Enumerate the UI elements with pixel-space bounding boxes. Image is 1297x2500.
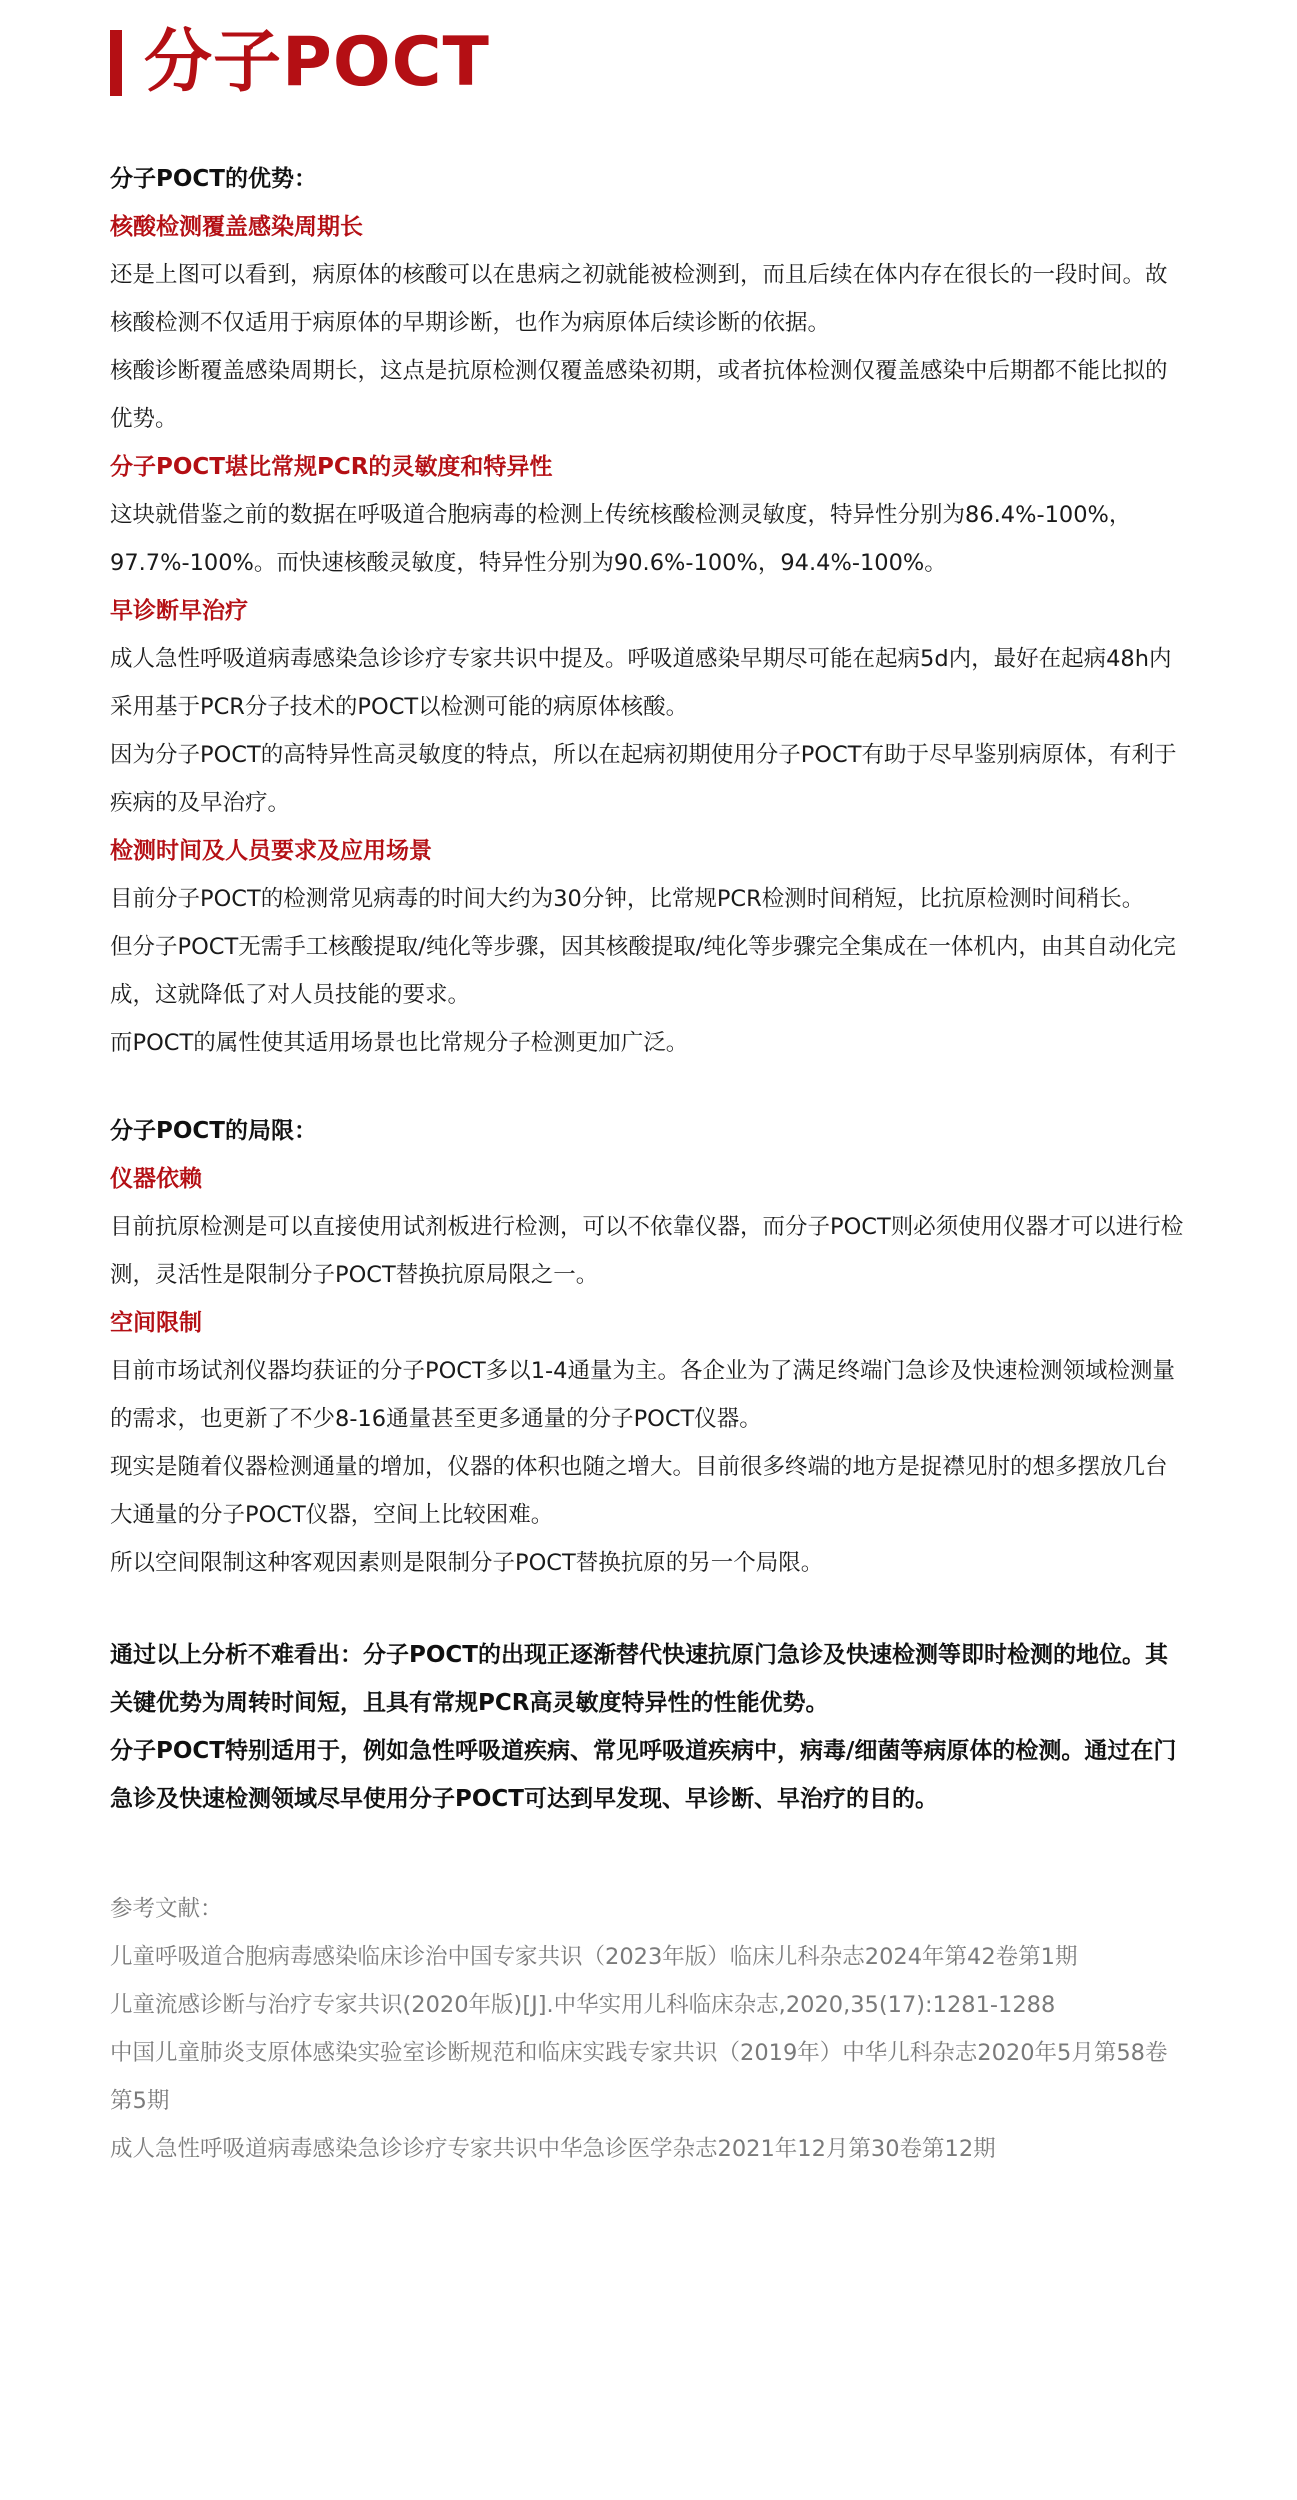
page-title: 分子POCT — [144, 23, 490, 102]
section-spacer — [110, 1067, 1185, 1107]
title-block — [110, 23, 490, 102]
paragraph: 目前分子POCT的检测常见病毒的时间大约为30分钟，比常规PCR检测时间稍短，比抗原检测时间稍长。 — [110, 886, 1145, 912]
conclusion-paragraph: 通过以上分析不难看出：分子POCT的出现正逐渐替代快速抗原门急诊及快速检测等即时检测的地位。其关键优势为周转时间短，且具有常规PCR高灵敏度特异性的性能优势。 — [110, 1642, 1168, 1716]
advantages-heading: 分子POCT的优势： — [110, 166, 317, 192]
paragraph: 所以空间限制这种客观因素则是限制分子POCT替换抗原的另一个局限。 — [110, 1550, 824, 1576]
paragraph: 这块就借鉴之前的数据在呼吸道合胞病毒的检测上传统核酸检测灵敏度，特异性分别为86.4%-100%，97.7%-100%。而快速核酸灵敏度，特异性分别为90.6%-100%，94.4%-100%。 — [110, 502, 1132, 576]
paragraph: 但分子POCT无需手工核酸提取/纯化等步骤，因其核酸提取/纯化等步骤完全集成在一体机内，由其自动化完成，这就降低了对人员技能的要求。 — [110, 934, 1176, 1008]
advantage-item — [110, 203, 1185, 443]
advantage-item — [110, 827, 1185, 1067]
section-spacer — [110, 1823, 1185, 1885]
advantage-subtitle: 核酸检测覆盖感染周期长 — [110, 214, 363, 240]
paragraph: 因为分子POCT的高特异性高灵敏度的特点，所以在起病初期使用分子POCT有助于尽早鉴别病原体，有利于疾病的及早治疗。 — [110, 742, 1177, 816]
article-content — [110, 155, 1185, 2173]
limitations-heading: 分子POCT的局限： — [110, 1118, 317, 1144]
conclusion-section — [110, 1631, 1185, 1823]
paragraph: 现实是随着仪器检测通量的增加，仪器的体积也随之增大。目前很多终端的地方是捉襟见肘的想多摆放几台大通量的分子POCT仪器，空间上比较困难。 — [110, 1454, 1168, 1528]
reference-item: 成人急性呼吸道病毒感染急诊诊疗专家共识中华急诊医学杂志2021年12月第30卷第12期 — [110, 2136, 996, 2162]
paragraph: 还是上图可以看到，病原体的核酸可以在患病之初就能被检测到，而且后续在体内存在很长的一段时间。故核酸检测不仅适用于病原体的早期诊断，也作为病原体后续诊断的依据。 — [110, 262, 1168, 336]
section-spacer — [110, 1587, 1185, 1631]
advantage-subtitle: 分子POCT堪比常规PCR的灵敏度和特异性 — [110, 454, 553, 480]
advantage-item — [110, 443, 1185, 587]
reference-item: 中国儿童肺炎支原体感染实验室诊断规范和临床实践专家共识（2019年）中华儿科杂志2020年5月第58卷第5期 — [110, 2040, 1168, 2114]
paragraph: 目前市场试剂仪器均获证的分子POCT多以1-4通量为主。各企业为了满足终端门急诊及快速检测领域检测量的需求，也更新了不少8-16通量甚至更多通量的分子POCT仪器。 — [110, 1358, 1175, 1432]
paragraph: 核酸诊断覆盖感染周期长，这点是抗原检测仅覆盖感染初期，或者抗体检测仅覆盖感染中后期都不能比拟的优势。 — [110, 358, 1168, 432]
references-heading: 参考文献： — [110, 1896, 223, 1922]
limitations-section — [110, 1107, 1185, 1587]
advantage-subtitle: 检测时间及人员要求及应用场景 — [110, 838, 432, 864]
references-section — [110, 1885, 1185, 2173]
limitation-subtitle: 仪器依赖 — [110, 1166, 202, 1192]
advantage-subtitle: 早诊断早治疗 — [110, 598, 248, 624]
advantages-section — [110, 155, 1185, 1067]
limitation-item — [110, 1155, 1185, 1299]
conclusion-paragraph: 分子POCT特别适用于，例如急性呼吸道疾病、常见呼吸道疾病中，病毒/细菌等病原体的检测。通过在门急诊及快速检测领域尽早使用分子POCT可达到早发现、早诊断、早治疗的目的。 — [110, 1738, 1177, 1812]
reference-item: 儿童流感诊断与治疗专家共识(2020年版)[J].中华实用儿科临床杂志,2020,35(17):1281-1288 — [110, 1992, 1056, 2018]
title-accent-bar — [110, 30, 122, 96]
advantage-item — [110, 587, 1185, 827]
paragraph: 成人急性呼吸道病毒感染急诊诊疗专家共识中提及。呼吸道感染早期尽可能在起病5d内，最好在起病48h内采用基于PCR分子技术的POCT以检测可能的病原体核酸。 — [110, 646, 1172, 720]
reference-item: 儿童呼吸道合胞病毒感染临床诊治中国专家共识（2023年版）临床儿科杂志2024年第42卷第1期 — [110, 1944, 1078, 1970]
limitation-subtitle: 空间限制 — [110, 1310, 202, 1336]
limitation-item — [110, 1299, 1185, 1587]
paragraph: 而POCT的属性使其适用场景也比常规分子检测更加广泛。 — [110, 1030, 689, 1056]
paragraph: 目前抗原检测是可以直接使用试剂板进行检测，可以不依靠仪器，而分子POCT则必须使用仪器才可以进行检测，灵活性是限制分子POCT替换抗原局限之一。 — [110, 1214, 1184, 1288]
